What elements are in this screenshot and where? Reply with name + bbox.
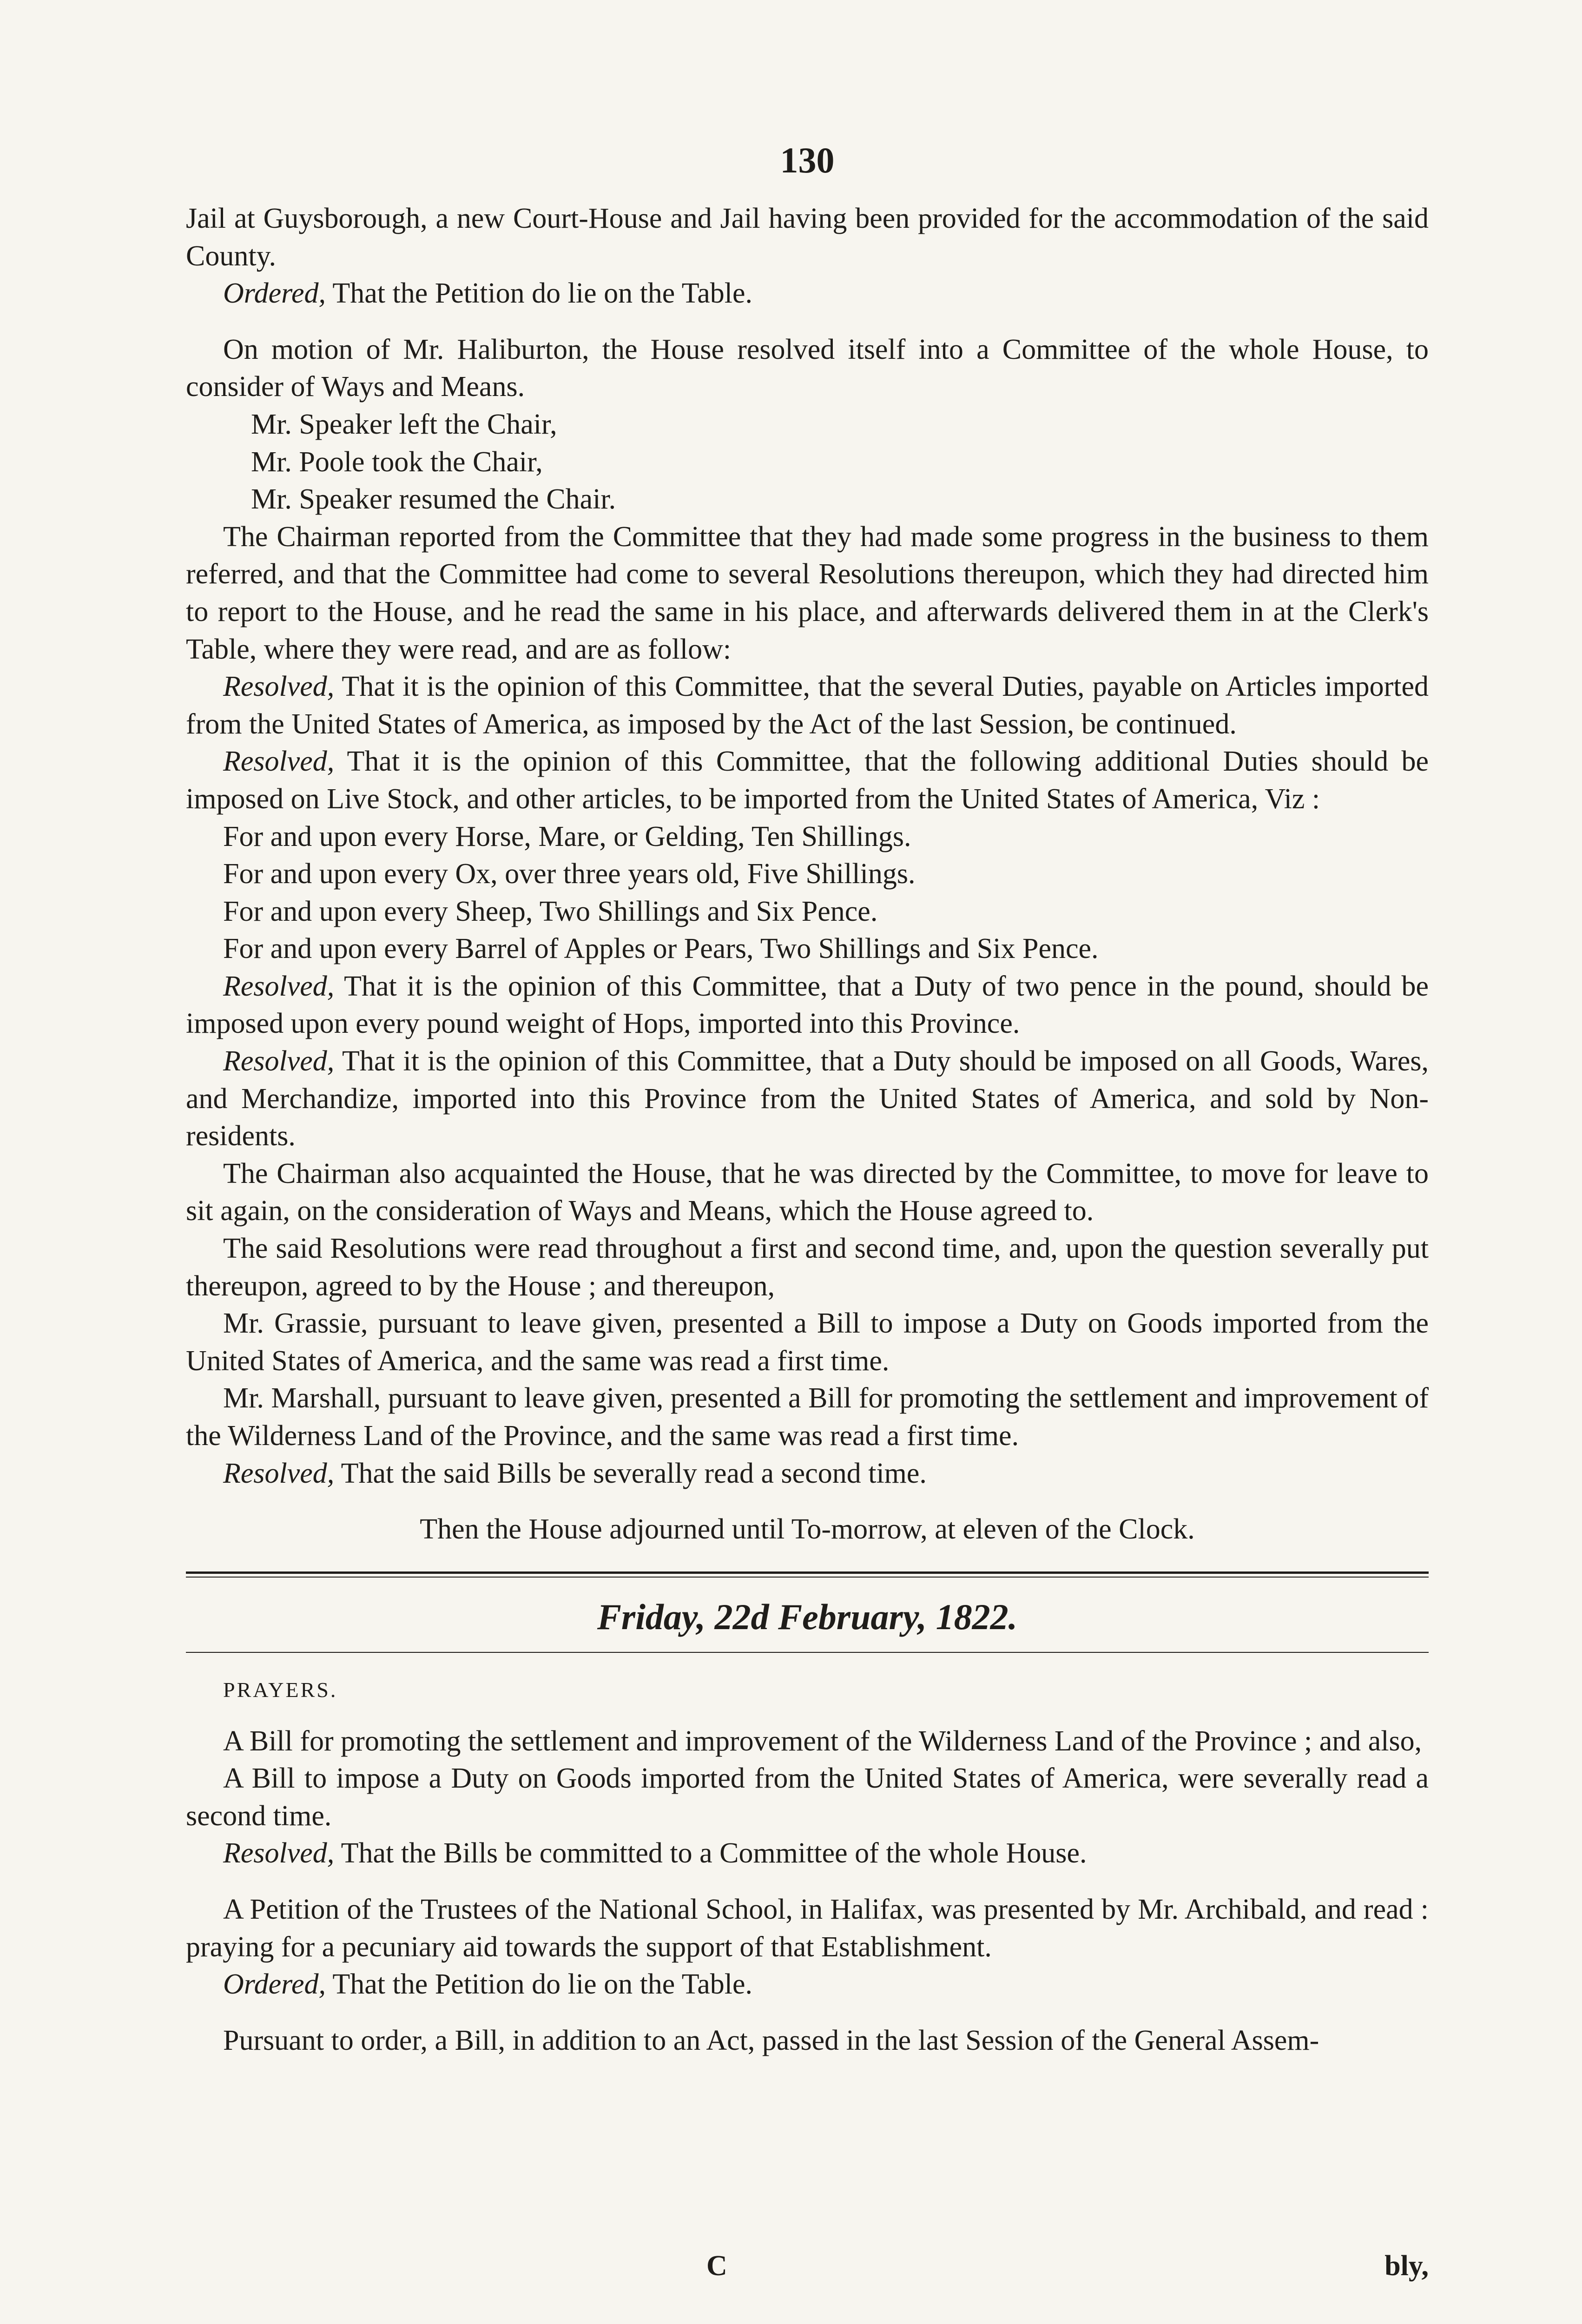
paragraph-adjourned: Then the House adjourned until To-morrow, at eleven of the Clock. xyxy=(420,1513,1195,1545)
ordered-label: Ordered, xyxy=(223,277,326,310)
catchword: bly, xyxy=(1384,2250,1429,2282)
paragraph-poole-chair: Mr. Poole took the Chair, xyxy=(251,446,543,478)
paragraph-bill-wilderness: A Bill for promoting the settlement and improvement of the Wilderness Land of the Province ; and also, xyxy=(223,1725,1422,1757)
paragraph-chairman-reported: The Chairman reported from the Committee that they had made some progress in the business to them referred, and that the Committee had come to several Resolutions thereupon, which they had directed him to report to the House, and he read the same in his place, and afterwards delivered them in at the Clerk's Table, where they were read, and are as follow: xyxy=(186,521,1429,665)
date-heading: Friday, 22d February, 1822. xyxy=(597,1596,1018,1637)
paragraph-text: That it is the opinion of this Committee, that a Duty should be imposed on all Goods, Wares, and Merchandize, imported into this Province from the United States of America, and sold by Non-residents. xyxy=(186,1045,1429,1152)
resolved-label: Resolved, xyxy=(223,1837,335,1869)
paragraph-text: That the Petition do lie on the Table. xyxy=(325,277,753,310)
page-number: 130 xyxy=(780,140,835,180)
paragraph-resolutions-read: The said Resolutions were read throughout a first and second time, and, upon the question severally put thereupon, agreed to by the House ; and thereupon, xyxy=(186,1233,1429,1302)
paragraph-duty-ox: For and upon every Ox, over three years old, Five Shillings. xyxy=(223,858,916,890)
paragraph-grassie-bill: Mr. Grassie, pursuant to leave given, presented a Bill to impose a Duty on Goods imported from the United States of America, and the same was read a first time. xyxy=(186,1307,1429,1377)
ordered-label: Ordered, xyxy=(223,1968,326,2000)
paragraph-chairman-leave: The Chairman also acquainted the House, that he was directed by the Committee, to move for leave to sit again, on the consideration of Ways and Means, which the House agreed to. xyxy=(186,1157,1429,1227)
paragraph-bill-duty: A Bill to impose a Duty on Goods imported from the United States of America, were severally read a second time. xyxy=(186,1763,1429,1832)
paragraph-marshall-bill: Mr. Marshall, pursuant to leave given, presented a Bill for promoting the settlement and improvement of the Wilderness Land of the Province, and the same was read a first time. xyxy=(186,1382,1429,1452)
paragraph-duty-horse: For and upon every Horse, Mare, or Gelding, Ten Shillings. xyxy=(223,820,911,852)
paragraph-text: That the Petition do lie on the Table. xyxy=(325,1968,753,2000)
paragraph-duty-sheep: For and upon every Sheep, Two Shillings and Six Pence. xyxy=(223,895,878,927)
paragraph-resolved-duties-continued xyxy=(186,668,1429,743)
resolved-label: Resolved, xyxy=(223,1045,335,1077)
double-rule-divider xyxy=(186,1571,1429,1578)
paragraph-motion-haliburton: On motion of Mr. Haliburton, the House resolved itself into a Committee of the whole House, to consider of Ways and Means. xyxy=(186,333,1429,403)
paragraph-resolved-goods xyxy=(186,1043,1429,1155)
paragraph-text: That the said Bills be severally read a second time. xyxy=(334,1457,927,1489)
paragraph-jail-guysborough: Jail at Guysborough, a new Court-House and Jail having been provided for the accommodation of the said County. xyxy=(186,203,1429,272)
paragraph-duty-apples: For and upon every Barrel of Apples or Pears, Two Shillings and Six Pence. xyxy=(223,933,1099,965)
paragraph-speaker-left: Mr. Speaker left the Chair, xyxy=(251,408,557,440)
paragraph-ordered-petition xyxy=(186,275,1429,312)
thin-rule-divider xyxy=(186,1652,1429,1653)
paragraph-ordered-petition-table xyxy=(186,1966,1429,2003)
paragraph-resolved-committed xyxy=(186,1835,1429,1872)
paragraph-text: That it is the opinion of this Committee, that a Duty of two pence in the pound, should be imposed upon every pound weight of Hops, imported into this Province. xyxy=(186,970,1429,1040)
paragraph-resolved-hops xyxy=(186,968,1429,1043)
resolved-label: Resolved, xyxy=(223,1457,335,1489)
resolved-label: Resolved, xyxy=(223,970,335,1002)
paragraph-text: That it is the opinion of this Committee, that the following additional Duties should be imposed on Live Stock, and other articles, to be imported from the United States of America, Viz : xyxy=(186,746,1429,815)
paragraph-pursuant-to-order: Pursuant to order, a Bill, in addition to an Act, passed in the last Session of the General Assem- xyxy=(223,2024,1319,2056)
paragraph-text: That the Bills be committed to a Committee of the whole House. xyxy=(334,1837,1087,1869)
paragraph-resolved-additional-duties xyxy=(186,743,1429,818)
resolved-label: Resolved, xyxy=(223,746,335,778)
paragraph-resolved-second-reading xyxy=(186,1455,1429,1492)
signature-mark: C xyxy=(706,2250,727,2282)
paragraph-text: That it is the opinion of this Committee, that the several Duties, payable on Articles imported from the United States of America, as imposed by the Act of the last Session, be continued. xyxy=(186,671,1429,740)
paragraph-petition-national-school: A Petition of the Trustees of the National School, in Halifax, was presented by Mr. Archibald, and read : praying for a pecuniary aid towards the support of that Establishment. xyxy=(186,1893,1429,1963)
paragraph-speaker-resumed: Mr. Speaker resumed the Chair. xyxy=(251,483,616,515)
prayers-label: PRAYERS. xyxy=(223,1677,338,1702)
resolved-label: Resolved, xyxy=(223,671,335,703)
